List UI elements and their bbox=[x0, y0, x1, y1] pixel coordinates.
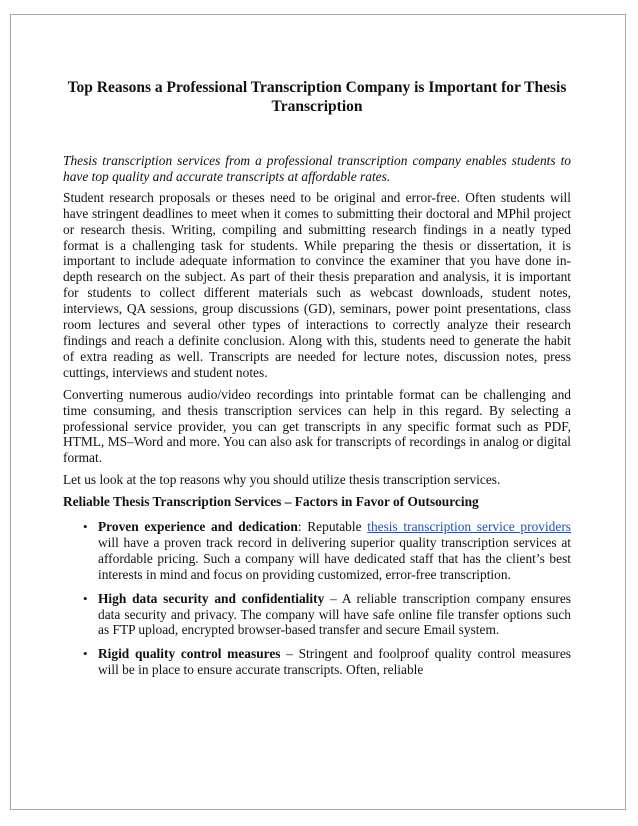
list-item bbox=[63, 519, 571, 583]
list-item-separator: – bbox=[280, 646, 299, 662]
list-item bbox=[63, 646, 571, 678]
document-title: Top Reasons a Professional Transcription Company is Important for Thesis Transcription bbox=[67, 79, 567, 115]
list-item-text: Reputable bbox=[307, 519, 368, 535]
intro-paragraph: Thesis transcription services from a professional transcription company enables students to have top quality and accurate transcripts at affordable rates. bbox=[63, 153, 571, 184]
list-item-heading: High data security and confidentiality bbox=[98, 590, 325, 606]
body-paragraph-2: Converting numerous audio/video recordings into printable format can be challenging and time consuming, and thesis transcription services can help in this regard. By selecting a professional service provider, you can get transcripts in any specific format such as PDF, HTML, MS–Word and more. You can also ask for transcripts of recordings in analog or digital format. bbox=[63, 386, 571, 466]
list-item-heading: Rigid quality control measures bbox=[98, 646, 281, 662]
reasons-list bbox=[63, 519, 571, 678]
list-item-text: will have a proven track record in delivering superior quality transcription services at affordable pricing. Such a company will have dedicated staff that has the client’s best interests in mind and focus on providing customized, error-free transcription. bbox=[98, 534, 571, 582]
list-item-text: Stringent and foolproof quality control measures will be in place to ensure accurate transcripts. Often, reliable bbox=[98, 646, 572, 678]
bullet-icon: • bbox=[83, 519, 88, 535]
section-subheading: Reliable Thesis Transcription Services – Factors in Favor of Outsourcing bbox=[63, 494, 479, 510]
list-item bbox=[63, 591, 571, 639]
body-paragraph-3: Let us look at the top reasons why you should utilize thesis transcription services. bbox=[63, 472, 501, 488]
list-item-heading: Proven experience and dedication bbox=[98, 519, 298, 535]
list-item-separator: : bbox=[297, 519, 308, 535]
bullet-icon: • bbox=[83, 646, 88, 662]
list-item-text: A reliable transcription company ensures data security and privacy. The company will have safe online file transfer options such as FTP upload, encrypted browser-based transfer and secure Email system. bbox=[98, 590, 571, 638]
thesis-transcription-providers-link[interactable]: thesis transcription service providers bbox=[367, 519, 571, 535]
body-paragraph-1: Student research proposals or theses need to be original and error-free. Often students will have stringent deadlines to meet when it comes to submitting their doctoral and MPhil project or research thesis. Writing, compiling and submitting research findings in a neatly typed format is a challenging task for students. While preparing the thesis or dissertation, it is important to include adequate information to convince the examiner that you have done in-depth research on the subject. As part of their thesis preparation and analysis, it is important for students to collect different materials such as webcast downloads, student notes, interviews, QA sessions, group discussions (GD), seminars, power point presentations, class room lectures and several other types of interactions to correctly analyze their research findings and reach a definite conclusion. Along with this, students need to generate the habit of extra reading as well. Transcripts are needed for lecture notes, discussion notes, press cuttings, interviews and student notes. bbox=[63, 189, 571, 380]
list-item-separator: – bbox=[324, 590, 342, 606]
bullet-icon: • bbox=[83, 590, 88, 606]
document-body bbox=[63, 78, 571, 686]
